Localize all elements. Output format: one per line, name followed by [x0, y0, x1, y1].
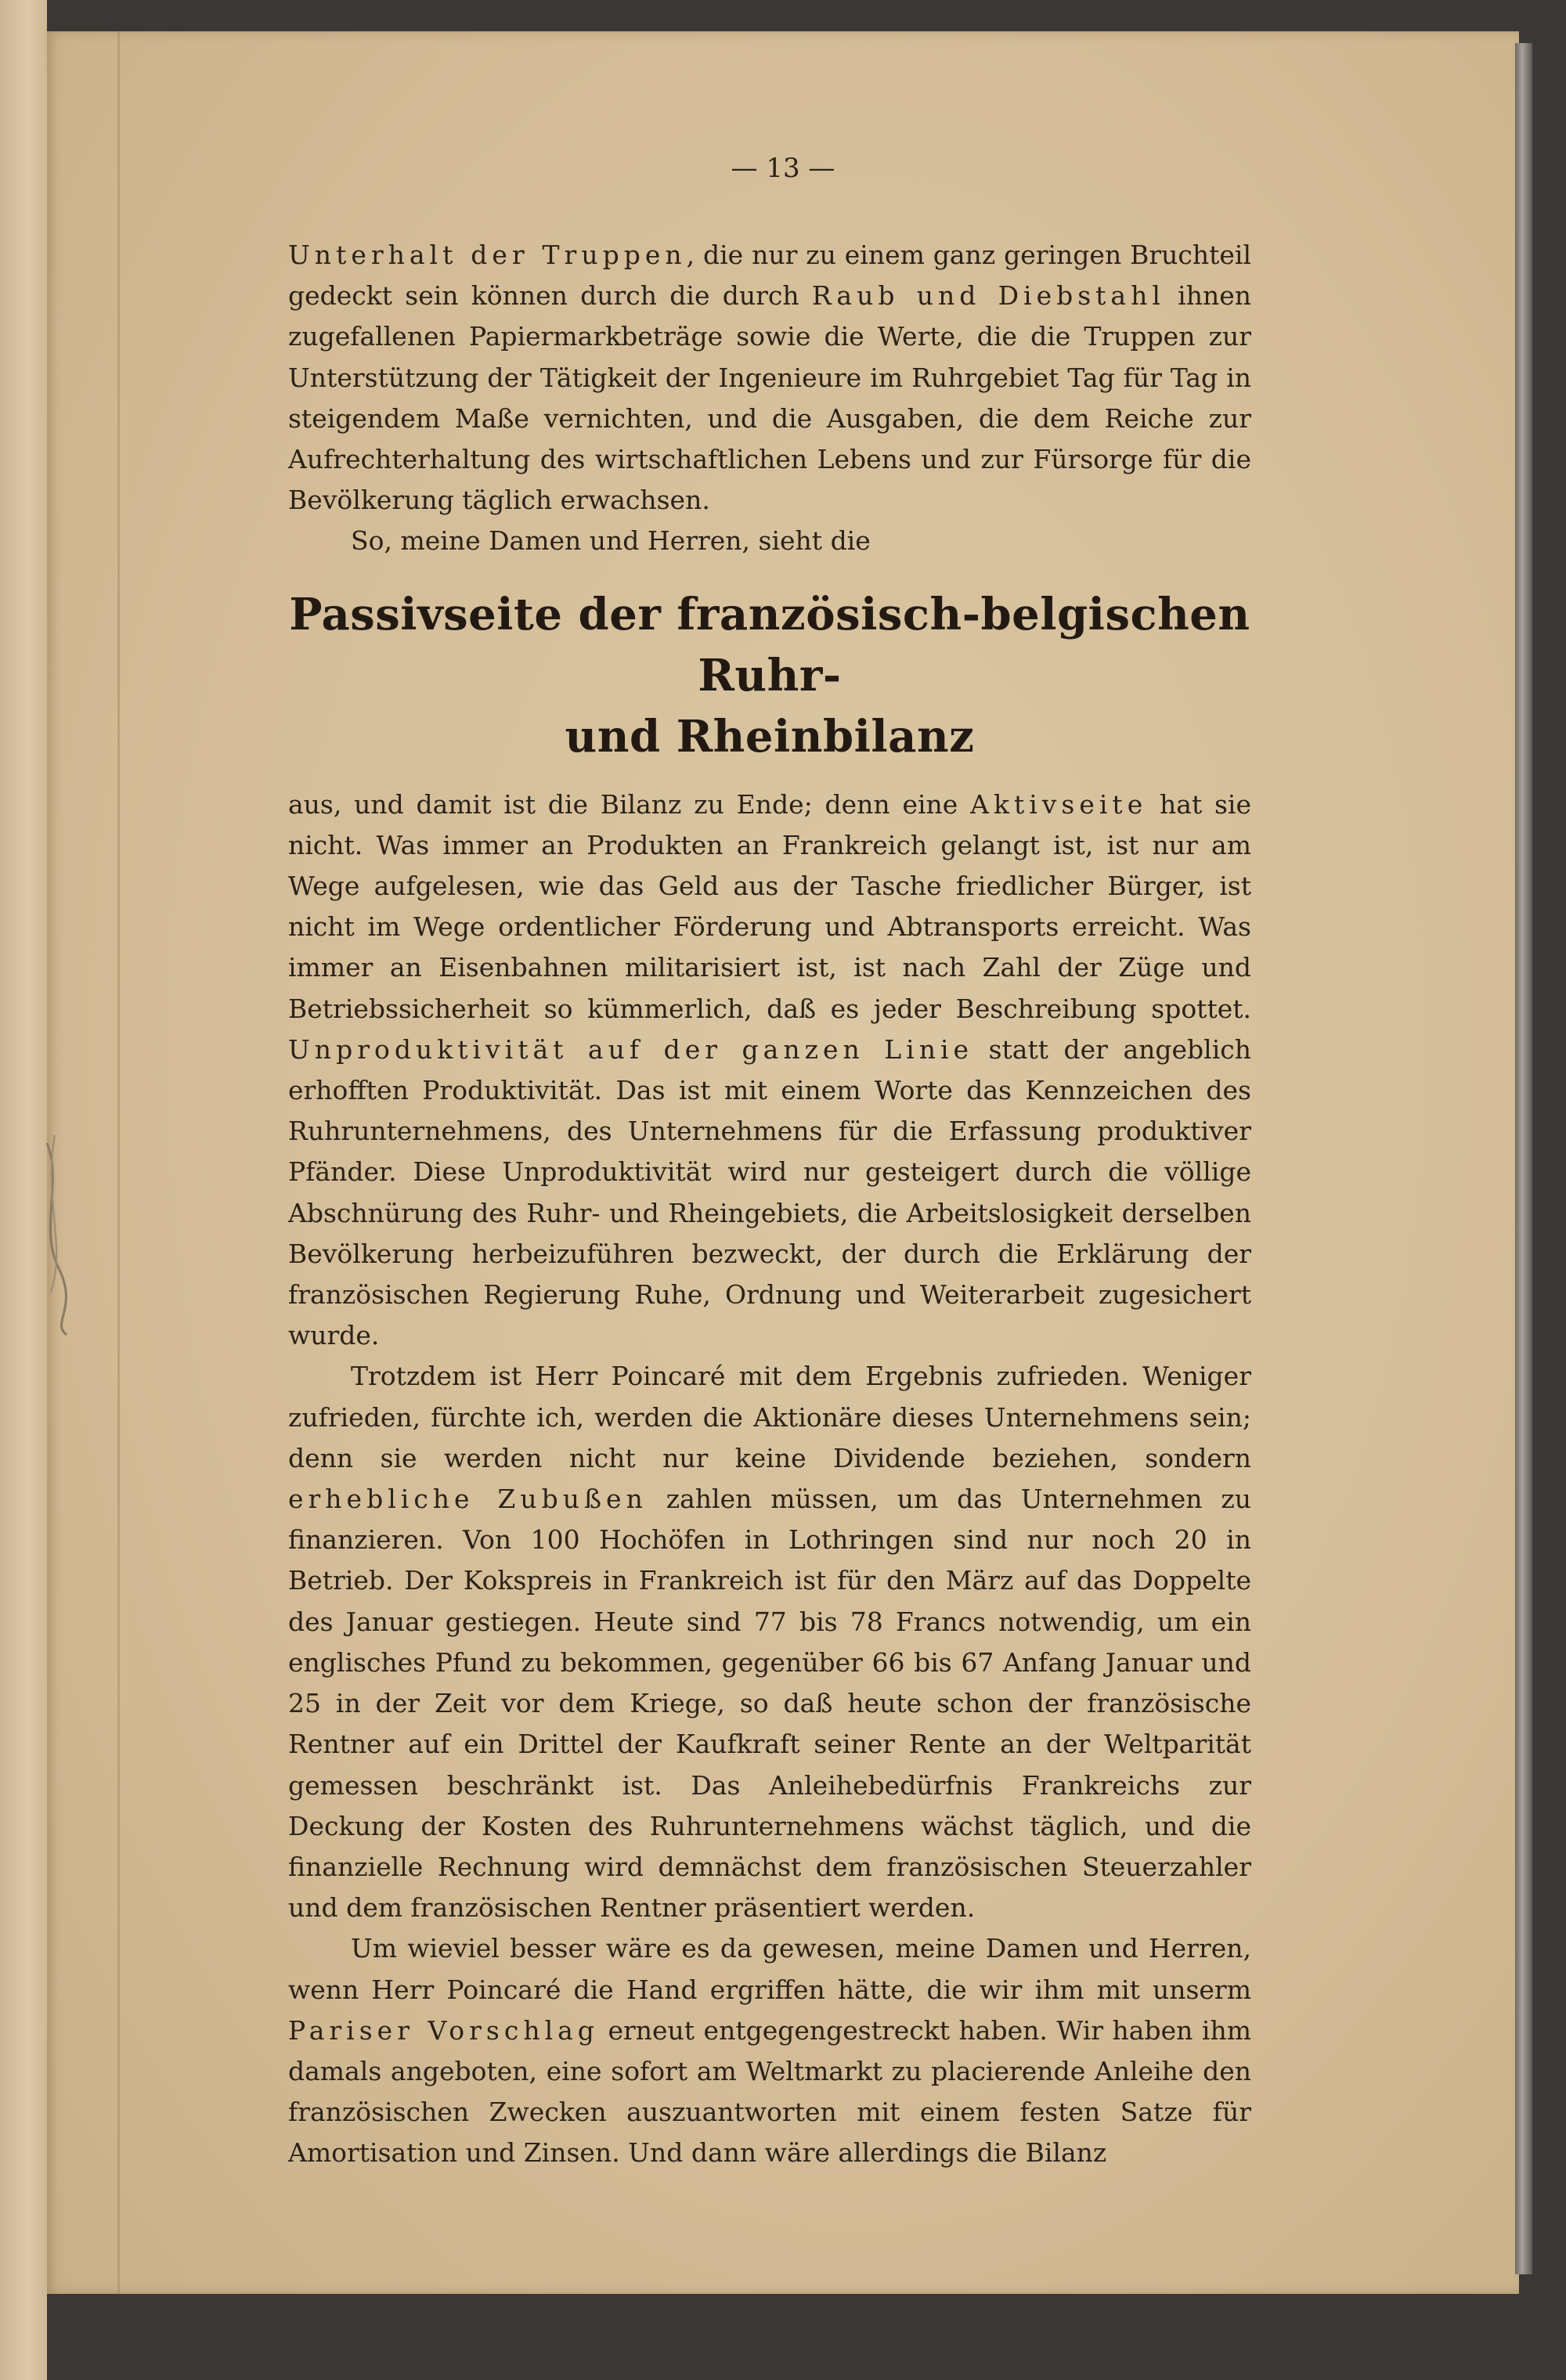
emphasis-text: erhebliche Zubußen [288, 1484, 648, 1515]
heading-line-2: und Rheinbilanz [565, 710, 975, 763]
page-number: — 13 — [731, 153, 835, 184]
emphasis-text: Raub und Diebstahl [811, 280, 1165, 312]
emphasis-text: Pariser Vorschlag [288, 2014, 599, 2046]
text-run: , die nur zu einem ganz geringen Bruchteil gedeckt sein können durch die durch [288, 240, 1251, 312]
section-heading [288, 584, 1251, 767]
paragraph-5 [288, 1928, 1251, 2173]
gutter-crease [117, 31, 120, 2294]
text-run: erneut entgegengestreckt haben. Wir haben ihm damals angeboten, eine sofort am Weltmarkt zu placierende Anleihe den französischen Zwecken auszuantworten mit einem festen Satze für Amortisation und Zinsen. Und dann wäre allerdings die Bilanz [288, 2014, 1251, 2169]
paragraph-4 [288, 1356, 1251, 1928]
emphasis-text: Unterhalt der Truppen [288, 240, 687, 270]
body-text [288, 235, 1251, 2174]
paragraph-3 [288, 784, 1251, 1357]
paragraph-2 [288, 521, 1251, 561]
text-run: So, meine Damen und Herren, sieht die [351, 525, 871, 557]
heading-line-1: Passivseite der französisch-belgischen Ruhr- [289, 588, 1250, 701]
page-edge-stack [1515, 43, 1532, 2274]
binding-thread-icon [31, 1135, 78, 1339]
emphasis-text: Aktivseite [970, 788, 1148, 820]
text-run: statt der angeblich erhofften Produktivität. Das ist mit einem Worte das Kennzeichen des Ruhrunternehmens, des Unternehmens für die Erfassung produktiver Pfänder. Diese Unproduktivität wird nur gesteigert durch die völlige Abschnürung des Ruhr- und Rheingebiets, die Arbeitslosigkeit derselben Bevölkerung herbeizuführen bezweckt, der durch die Erklärung der französischen Regierung Ruhe, Ordnung und Weiterarbeit zugesichert wurde. [288, 1033, 1251, 1351]
text-run: ihnen zugefallenen Papiermarkbeträge sowie die Werte, die die Truppen zur Unterstützung der Tätigkeit der Ingenieure im Ruhrgebiet Tag für Tag in steigendem Maße vernichten, und die Ausgaben, die dem Reiche zur Aufrechterhaltung des wirtschaftlichen Lebens und zur Fürsorge für die Bevölkerung täglich erwachsen. [288, 280, 1251, 516]
text-run: Trotzdem ist Herr Poincaré mit dem Ergebnis zufrieden. Weniger zufrieden, fürchte ich, werden die Aktionäre dieses Unternehmens sein; denn sie werden nicht nur keine Dividende beziehen, sondern [288, 1361, 1251, 1473]
text-run: zahlen müssen, um das Unternehmen zu finanzieren. Von 100 Hochöfen in Lothringen sind nur noch 20 in Betrieb. Der Kokspreis in Frankreich ist für den März auf das Doppelte des Januar gestiegen. Heute sind 77 bis 78 Francs notwendig, um ein englisches Pfund zu bekommen, gegenüber 66 bis 67 Anfang Januar und 25 in der Zeit vor dem Kriege, so daß heute schon der französische Rentner auf ein Drittel der Kaufkraft seiner Rente an der Weltparität gemessen beschränkt ist. Das Anleihebedürfnis Frankreichs zur Deckung der Kosten des Ruhrunternehmens wächst täglich, und die finanzielle Rechnung wird demnächst dem französischen Steuerzahler und dem französischen Rentner präsentiert werden. [288, 1484, 1252, 1924]
text-run: aus, und damit ist die Bilanz zu Ende; denn eine [288, 788, 971, 820]
text-run: hat sie nicht. Was immer an Produkten an Frankreich gelangt ist, ist nur am Wege aufgelesen, wie das Geld aus der Tasche friedlicher Bürger, ist nicht im Wege ordentlicher Förderung und Abtransports erreicht. Was immer an Eisenbahnen militarisiert ist, ist nach Zahl der Züge und Betriebssicherheit so kümmerlich, daß es jeder Beschreibung spottet. [288, 788, 1252, 1024]
paragraph-1 [288, 235, 1251, 521]
text-run: Um wieviel besser wäre es da gewesen, meine Damen und Herren, wenn Herr Poincaré die Hand ergriffen hätte, die wir ihm mit unserm [288, 1933, 1251, 2005]
emphasis-text: Unproduktivität auf der ganzen Linie [288, 1033, 974, 1065]
